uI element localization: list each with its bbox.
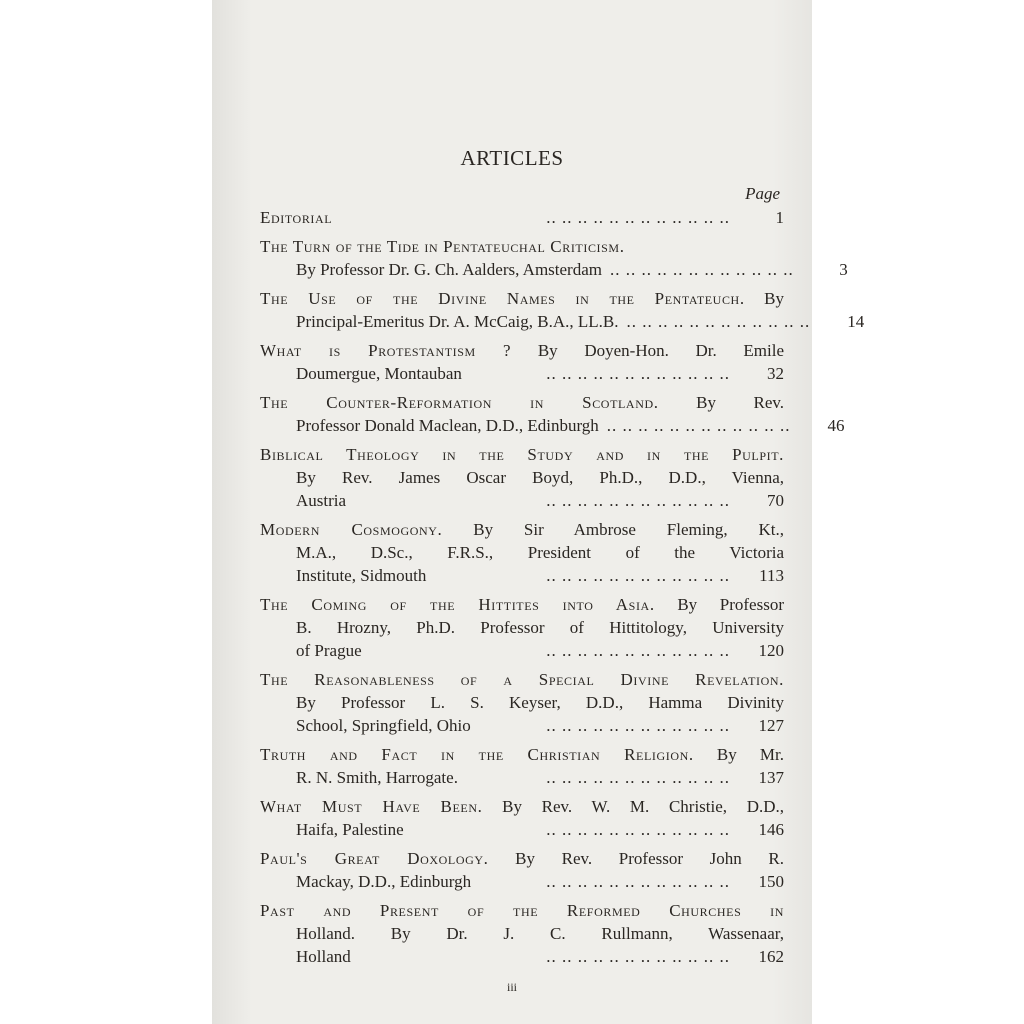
entry-title-suffix: By Rev.	[696, 393, 785, 412]
leader-dots: .. .. .. .. .. .. .. .. .. .. .. ..	[546, 820, 730, 839]
entry-author: M.A., D.Sc., F.R.S., President of the Victoria	[296, 543, 784, 562]
leader-dots: .. .. .. .. .. .. .. .. .. .. .. ..	[546, 947, 730, 966]
entry-author: Mackay, D.D., Edinburgh	[296, 872, 472, 891]
page-number: 32	[767, 364, 784, 383]
entry-author: Institute, Sidmouth	[296, 566, 427, 585]
entry-title: Biblical Theology in the Study and in the Pulpit.	[260, 445, 784, 464]
leader-dots: .. .. .. .. .. .. .. .. .. .. .. ..	[546, 491, 730, 510]
entry-author: R. N. Smith, Harrogate.	[296, 768, 458, 787]
toc-entry-reasonableness[interactable]	[260, 668, 784, 737]
entry-title: Paul's Great Doxology.	[260, 849, 489, 868]
page-number: 70	[767, 491, 784, 510]
toc-entry-protestantism[interactable]	[260, 339, 784, 385]
entry-author: Professor Donald Maclean, D.D., Edinburgh	[296, 416, 599, 435]
entry-title-suffix: By Rev. Professor John R.	[515, 849, 785, 868]
page-number: 127	[758, 716, 784, 735]
page-column-label: Page	[745, 184, 780, 203]
entry-title: What is Protestantism ?	[260, 341, 512, 360]
leader-dots: .. .. .. .. .. .. .. .. .. .. .. ..	[546, 716, 730, 735]
page-number: 46	[827, 416, 845, 435]
book-page	[212, 0, 865, 1024]
page-number: 113	[759, 566, 784, 585]
entry-title: The Use of the Divine Names in the Pentateuch.	[260, 289, 745, 308]
entry-title: Past and Present of the Reformed Churches in	[260, 901, 784, 920]
page-number: 3	[839, 260, 848, 279]
entry-title: Truth and Fact in the Christian Religion.	[260, 745, 694, 764]
entry-title: The Turn of the Tide in Pentateuchal Criticism.	[260, 237, 625, 256]
entry-title-suffix: By Rev. W. M. Christie, D.D.,	[502, 797, 785, 816]
page-folio: iii	[506, 980, 517, 994]
leader-dots: .. .. .. .. .. .. .. .. .. .. .. ..	[546, 641, 730, 660]
entry-author: Holland. By Dr. J. C. Rullmann, Wassenaar,	[296, 924, 784, 943]
entry-title-suffix: By Mr.	[716, 745, 785, 764]
leader-dots: .. .. .. .. .. .. .. .. .. .. .. ..	[546, 768, 730, 787]
toc-entry-editorial[interactable]	[260, 206, 784, 229]
leader-dots: .. .. .. .. .. .. .. .. .. .. .. ..	[546, 872, 730, 891]
leader-dots: .. .. .. .. .. .. .. .. .. .. .. ..	[546, 364, 730, 383]
toc-entry-reformed-churches[interactable]	[260, 899, 784, 968]
toc-entry-divine-names[interactable]	[260, 287, 865, 333]
leader-dots: .. .. .. .. .. .. .. .. .. .. .. ..	[546, 566, 730, 585]
entry-author: Austria	[296, 491, 347, 510]
entry-title-suffix: By Professor	[677, 595, 784, 614]
page-number: 1	[775, 208, 784, 227]
page-number: 162	[758, 947, 784, 966]
table-of-contents	[260, 206, 865, 974]
entry-title-suffix: By Sir Ambrose Fleming, Kt.,	[473, 520, 785, 539]
toc-entry-biblical-theology[interactable]	[260, 443, 784, 512]
entry-author: B. Hrozny, Ph.D. Professor of Hittitology, University	[296, 618, 784, 637]
entry-author: Principal-Emeritus Dr. A. McCaig, B.A., LL.B.	[296, 312, 619, 331]
leader-dots: .. .. .. .. .. .. .. .. .. .. .. ..	[609, 260, 794, 279]
entry-title: Editorial	[260, 208, 333, 227]
toc-entry-modern-cosmogony[interactable]	[260, 518, 784, 587]
leader-dots: .. .. .. .. .. .. .. .. .. .. .. ..	[546, 208, 730, 227]
page-number: 137	[758, 768, 784, 787]
entry-author: By Rev. James Oscar Boyd, Ph.D., D.D., Vienna,	[296, 468, 784, 487]
leader-dots: .. .. .. .. .. .. .. .. .. .. .. ..	[606, 416, 791, 435]
entry-title: The Reasonableness of a Special Divine Revelation.	[260, 670, 784, 689]
entry-title: The Coming of the Hittites into Asia.	[260, 595, 655, 614]
page-heading: ARTICLES	[460, 146, 564, 170]
entry-author: Haifa, Palestine	[296, 820, 404, 839]
entry-title: What Must Have Been.	[260, 797, 483, 816]
page-number: 14	[847, 312, 865, 331]
leader-dots: .. .. .. .. .. .. .. .. .. .. .. ..	[626, 312, 811, 331]
entry-author: By Professor Dr. G. Ch. Aalders, Amsterdam	[296, 260, 602, 279]
entry-author: By Professor L. S. Keyser, D.D., Hamma Divinity	[296, 693, 784, 712]
page-number: 150	[758, 872, 784, 891]
toc-entry-pauls-great-doxology[interactable]	[260, 847, 784, 893]
entry-title: The Counter-Reformation in Scotland.	[260, 393, 659, 412]
entry-author: School, Springfield, Ohio	[296, 716, 471, 735]
toc-entry-counter-reformation[interactable]	[260, 391, 845, 437]
entry-author: of Prague	[296, 641, 362, 660]
toc-entry-hittites[interactable]	[260, 593, 784, 662]
entry-author: Doumergue, Montauban	[296, 364, 462, 383]
toc-entry-turn-of-the-tide[interactable]	[260, 235, 848, 281]
entry-title: Modern Cosmogony.	[260, 520, 443, 539]
toc-entry-what-must-have-been[interactable]	[260, 795, 784, 841]
page-number: 146	[758, 820, 784, 839]
entry-author: Holland	[296, 947, 351, 966]
entry-title-suffix: By	[764, 289, 784, 308]
entry-title-suffix: By Doyen-Hon. Dr. Emile	[537, 341, 784, 360]
page-number: 120	[758, 641, 784, 660]
toc-entry-truth-and-fact[interactable]	[260, 743, 784, 789]
